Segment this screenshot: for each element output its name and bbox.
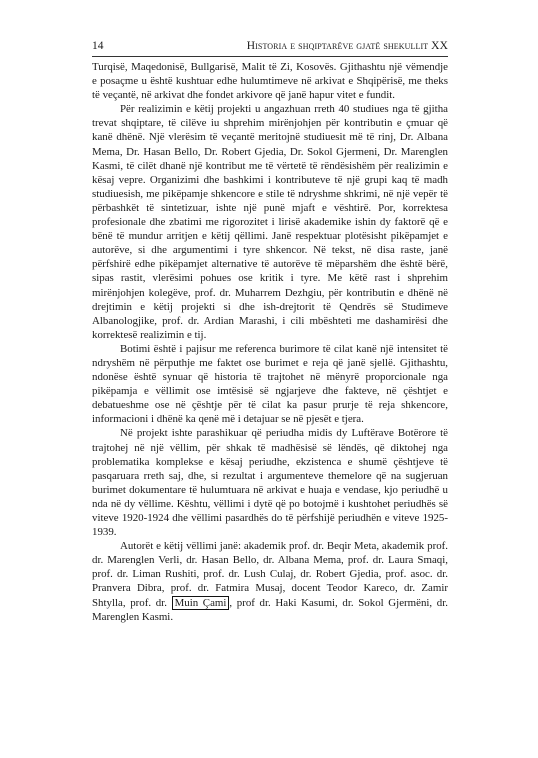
- paragraph-5: [92, 539, 448, 624]
- paragraph-1: Turqisë, Maqedonisë, Bullgarisë, Malit të Zi, Kosovës. Gjithashtu një vëmendje e posaçme u është kushtuar edhe hulumtimeve në arkivat e Shqipërisë, me theks të veçantë, në arkivat dhe fondet arkivore që janë hapur vitet e fundit.: [92, 61, 448, 102]
- paragraph-4: Në projekt ishte parashikuar që periudha midis dy Luftërave Botërore të trajtohej në një vëllim, për shkak të madhësisë së lëndës, që diktohej nga problematika komplekse e kësaj periudhe, ekzistenca e shumë çështjeve të pasqaruara rreth saj, dhe, si rezultat i argumenteve themelore që na sugjeruan burimet dokumentare të hulumtuara në arkivat e huaja e vendase, kjo periudhë u nda në dy vëllime. Kështu, vëllimi i dytë që po botojmë i kushtohet periudhës së viteve 1920-1924 dhe vëllimi pasardhës do të përfshijë periudhën e viteve 1925-1939.: [92, 427, 448, 539]
- highlighted-author-name: Muin Çami: [172, 596, 230, 610]
- paragraph-3: Botimi është i pajisur me referenca burimore të cilat kanë një intensitet të ndryshëm në përputhje me faktet ose burimet e reja që janë sjellë. Gjithashtu, ndonëse është synuar që historia të trajtohet në mënyrë proporcionale nga pikëpamja e vëllimit ose imtësisë së ngjarjeve dhe fakteve, në çështjet e debatueshme ose në çështje për të cilat ka pasur prurje të reja shkencore, informacioni i dhënë ka qenë më i detajuar se në pjesët e tjera.: [92, 342, 448, 426]
- paragraph-5-start: Autorët e këtij vëllimi janë: akademik prof. dr. Beqir Meta, akademik prof. dr. Marenglen Verli, dr. Hasan Bello, dr. Albana Mema, prof. dr. Laura Smaqi, prof. dr. Liman Rushiti, prof. dr. Lush Culaj, dr. Robert Gjedia, prof. asoc. dr. Pranvera Dibra, prof. dr. Fatmira Musaj, docent Teodor Kareco, dr. Zamir Shtylla, prof. dr.: [92, 540, 448, 609]
- body-text: [92, 60, 448, 624]
- paragraph-5-end: , prof dr. Haki Kasumi, dr. Sokol Gjermëni, dr. Marenglen Kasmi.: [92, 596, 448, 623]
- page-number: 14: [92, 40, 104, 52]
- paragraph-2: Për realizimin e këtij projekti u angazhuan rreth 40 studiues nga të gjitha trevat shqiptare, të cilëve iu shprehim mirënjohjen për kontributin e çmuar që kanë dhënë. Një vlerësim të veçantë meritojnë studiuesit më të rinj, Dr. Albana Mema, Dr. Hasan Bello, Dr. Robert Gjedia, Dr. Sokol Gjermeni, Dr. Marenglen Kasmi, të cilët dhanë një kontribut me të vërtetë të rëndësishëm për realizimin e kësaj vepre. Organizimi dhe bashkimi i kontributeve të një grupi kaq të madh studiuesish, me pikëpamje shkencore e stile të ndryshme shkrimi, në një vepër të përbashkët të sintetizuar, ishte një punë mjaft e vështirë. Por, korrektesa profesionale dhe zbatimi me rigorozitet i lirisë akademike ishin dy faktorë që e bënë të mundur arritjen e këtij qëllimi. Janë respektuar plotësisht pikëpamjet e autorëve, si dhe argumentimi i tyre shkencor. Në tekst, në disa raste, janë përfshirë edhe pikëpamjet alternative të autorëve të mëparshëm dhe është bërë, sipas rastit, vlerësimi pohues ose kritik i tyre. Me këtë rast i shprehim mirënjohjen kolegëve, prof. dr. Muharrem Dezhgiu, për kontributin e dhënë në drejtimin e këtij projekti si dhe ish-drejtorit të Qendrës së Studimeve Albanologjike, prof. dr. Ardian Marashi, i cili mbështeti me dashamirësi dhe korrektesë realizimin e tij.: [92, 103, 448, 341]
- header-rule: [92, 56, 448, 57]
- page-header: [92, 38, 448, 54]
- running-title: Historia e shqiptarëve gjatë shekullit XX: [246, 40, 448, 52]
